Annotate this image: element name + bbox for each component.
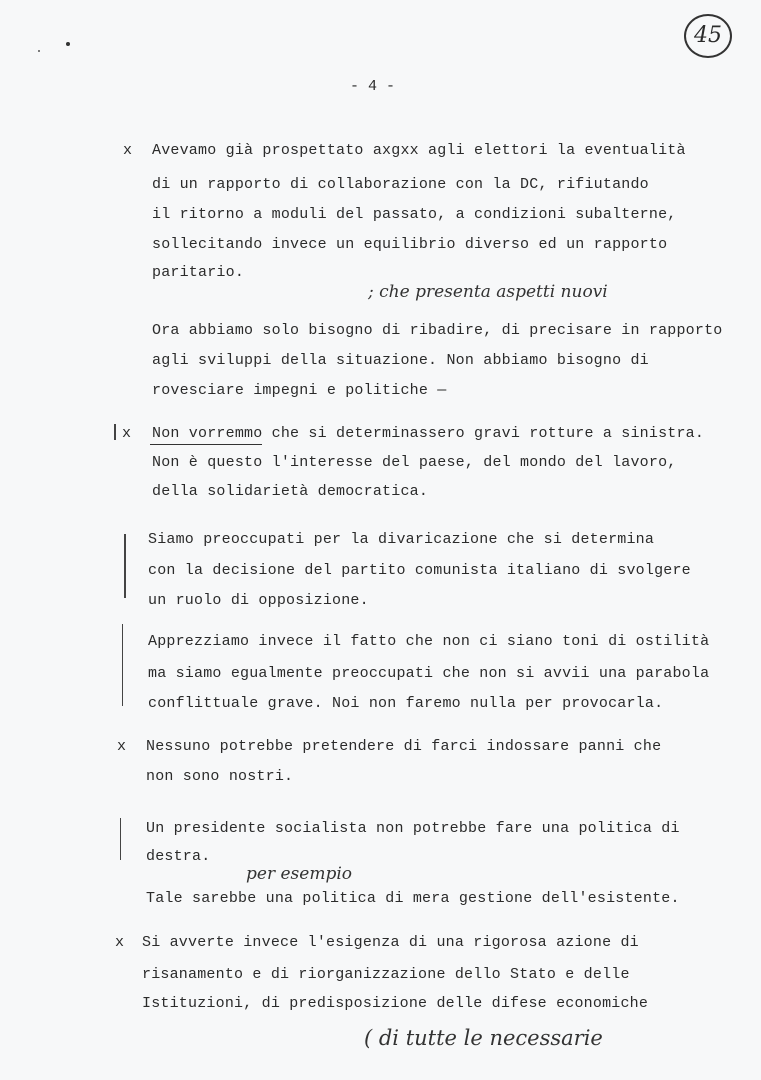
text-line: Non è questo l'interesse del paese, del mondo del lavoro, bbox=[152, 454, 677, 471]
text-line: un ruolo di opposizione. bbox=[148, 592, 369, 609]
handwritten-insert-esempio: per esempio bbox=[246, 864, 352, 884]
text-line: Si avverte invece l'esigenza di una rigorosa azione di bbox=[142, 934, 639, 951]
text-line: della solidarietà democratica. bbox=[152, 483, 429, 500]
margin-mark bbox=[114, 424, 116, 440]
text-line: il ritorno a moduli del passato, a condizioni subalterne, bbox=[152, 206, 677, 223]
text-line: con la decisione del partito comunista italiano di svolgere bbox=[148, 562, 691, 579]
text-line: conflittuale grave. Noi non faremo nulla per provocarla. bbox=[148, 695, 664, 712]
margin-bracket bbox=[120, 818, 121, 860]
scan-speck bbox=[38, 50, 40, 52]
text-line: Ora abbiamo solo bisogno di ribadire, di precisare in rapporto bbox=[152, 322, 723, 339]
page-number: - 4 - bbox=[350, 78, 396, 95]
text-line: destra. bbox=[146, 848, 211, 865]
handwritten-insert-bottom: ( di tutte le necessarie bbox=[364, 1026, 603, 1050]
text-line: agli sviluppi della situazione. Non abbiamo bisogno di bbox=[152, 352, 649, 369]
text-line: paritario. bbox=[152, 264, 245, 281]
text-line: non sono nostri. bbox=[146, 768, 294, 785]
text-line: Tale sarebbe una politica di mera gestione dell'esistente. bbox=[146, 890, 680, 907]
paragraph-marker: x bbox=[115, 934, 125, 951]
text-line: Siamo preoccupati per la divaricazione che si determina bbox=[148, 531, 655, 548]
paragraph-marker: x bbox=[123, 142, 133, 159]
page-stamp bbox=[684, 14, 732, 58]
text-line: Non vorremmo che si determinassero gravi rotture a sinistra. bbox=[152, 425, 705, 442]
paragraph-marker: x bbox=[117, 738, 127, 755]
text-line: ma siamo egualmente preoccupati che non si avvii una parabola bbox=[148, 665, 710, 682]
text-line: rovesciare impegni e politiche — bbox=[152, 382, 447, 399]
page-stamp-number: 45 bbox=[694, 23, 722, 48]
text-line: Apprezziamo invece il fatto che non ci siano toni di ostilità bbox=[148, 633, 710, 650]
text-line: sollecitando invece un equilibrio diverso ed un rapporto bbox=[152, 236, 668, 253]
text-line: risanamento e di riorganizzazione dello Stato e delle bbox=[142, 966, 630, 983]
handwritten-insert-presenta: ; che presenta aspetti nuovi bbox=[368, 282, 608, 302]
margin-bracket bbox=[122, 624, 123, 706]
underline-mark bbox=[150, 444, 262, 445]
paragraph-marker: x bbox=[122, 425, 132, 442]
text-line: Istituzioni, di predisposizione delle difese economiche bbox=[142, 995, 649, 1012]
scan-speck bbox=[66, 42, 70, 46]
text-line: Un presidente socialista non potrebbe fare una politica di bbox=[146, 820, 680, 837]
text-line: Nessuno potrebbe pretendere di farci indossare panni che bbox=[146, 738, 662, 755]
text-line: di un rapporto di collaborazione con la DC, rifiutando bbox=[152, 176, 649, 193]
margin-bracket bbox=[124, 534, 126, 598]
text-line: Avevamo già prospettato axgxx agli elettori la eventualità bbox=[152, 142, 686, 159]
